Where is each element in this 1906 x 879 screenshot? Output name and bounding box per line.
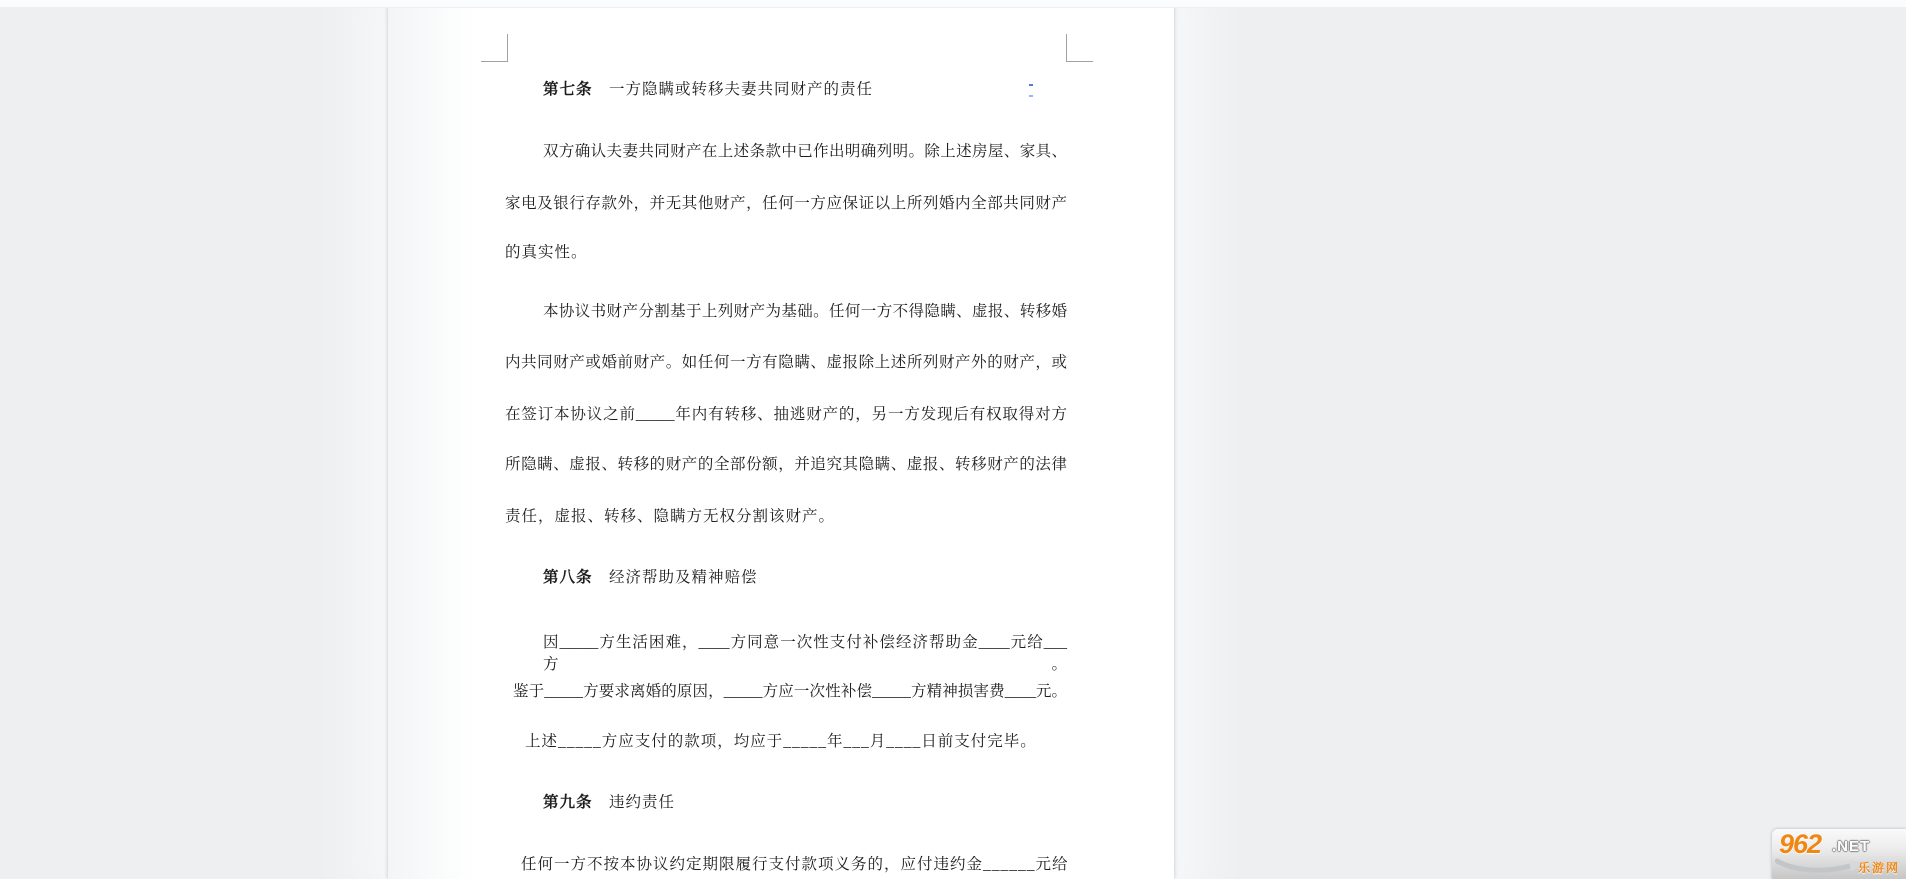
document-text-line [505,454,1067,476]
watermark-suffix: .NET [1832,838,1871,855]
document-heading-line [505,567,1067,589]
document-text-line [505,506,1067,528]
document-heading-line [505,79,1067,101]
line-text: 任何一方不按本协议约定期限履行支付款项义务的，应付违约金______元给 [521,856,1069,873]
document-heading-line [505,792,1067,814]
line-text: 上述_____方应支付的款项，均应于_____年___月____日前支付完毕。 [525,733,1037,750]
document-text-line [505,352,1067,374]
document-text-line [505,681,1067,703]
line-text: 责任，虚报、转移、隐瞒方无权分割该财产。 [505,508,836,525]
line-text: 鉴于_____方要求离婚的原因，_____方应一次性补偿_____方精神损害费____元。 [513,683,1067,700]
line-text: 双方确认夫妻共同财产在上述条款中已作出明确列明。除上述房屋、家具、 [543,143,1067,160]
line-text: 违约责任 [592,794,676,811]
document-text-line [505,301,1067,323]
document-text-line [505,404,1067,426]
watermark-swoosh-icon [1775,857,1867,875]
line-text: 家电及银行存款外，并无其他财产，任何一方应保证以上所列婚内全部共同财产 [505,195,1067,212]
document-text-line [505,632,1067,673]
line-text: 本协议书财产分割基于上列财产为基础。任何一方不得隐瞒、虚报、转移婚 [543,303,1067,320]
document-text-line [505,141,1067,163]
line-text: 内共同财产或婚前财产。如任何一方有隐瞒、虚报除上述所列财产外的财产，或 [505,354,1067,371]
watermark-site-name: 乐游网 [1857,861,1900,875]
document-text-line [505,193,1067,215]
clause-number: 第八条 [543,569,593,586]
line-text: 所隐瞒、虚报、转移的财产的全部份额，并追究其隐瞒、虚报、转移财产的法律 [505,456,1067,473]
document-text-line [505,242,1067,264]
line-text: 经济帮助及精神赔偿 [592,569,758,586]
document-text-line [505,731,1067,753]
document-text-line [505,854,1067,876]
line-text: 一方隐瞒或转移夫妻共同财产的责任 [592,81,874,98]
clause-number: 第七条 [543,81,593,98]
line-text: 的真实性。 [505,244,588,261]
watermark-number: 962 [1779,829,1822,859]
watermark-logo [1772,829,1906,879]
clause-number: 第九条 [543,794,593,811]
line-text: 在签订本协议之前_____年内有转移、抽逃财产的，另一方发现后有权取得对方 [505,406,1067,423]
edit-mark-artifact [1029,84,1033,101]
line-text: 因_____方生活困难，____方同意一次性支付补偿经济帮助金____元给___方。 [543,634,1067,673]
